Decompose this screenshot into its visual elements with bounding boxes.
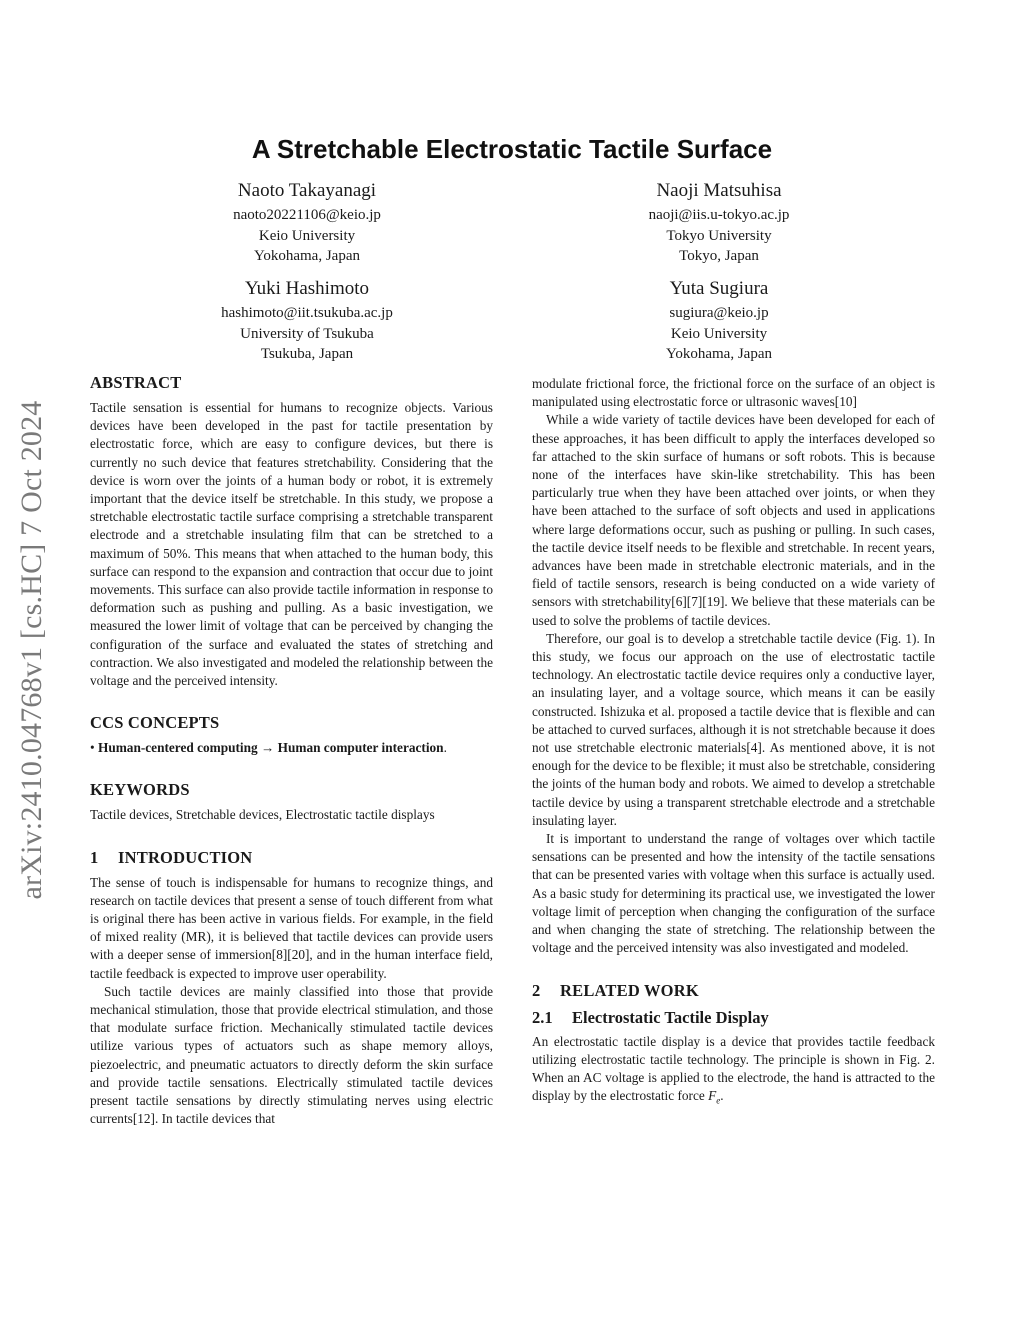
author-name: Naoji Matsuhisa <box>656 180 782 201</box>
intro-paragraph-3: While a wide variety of tactile devices have been developed for each of these approaches, it has been difficult to apply the interfaces developed so far attached to the skin surface of humans or soft robots. This is because none of the interfaces have skin-like stretchability. This has been particularly true when they have been attached over joints, or when they have been attached to the surface of soft objects and used in applications where large deformations occur, such as pushing or pulling. In such cases, the tactile device itself needs to be flexible and stretchable. In recent years, advances have been made in stretchable electronic materials, and in the field of tactile sensors, research is being conducted on a wide variety of sensors with stretchability[6][7][19]. We believe that these materials can be used to solve the problems of tactile devices. <box>532 412 935 628</box>
author-block-3 <box>147 278 467 365</box>
author-email[interactable]: naoto20221106@keio.jp <box>233 207 381 223</box>
sentence-end: . <box>720 1088 724 1104</box>
ccs-arrow: → <box>261 740 275 756</box>
ccs-heading: CCS CONCEPTS <box>90 713 220 733</box>
author-location: Yokohama, Japan <box>254 248 360 264</box>
author-block-1 <box>147 180 467 267</box>
right-column <box>532 375 935 1110</box>
author-email[interactable]: hashimoto@iit.tsukuba.ac.jp <box>221 305 393 321</box>
intro-paragraph-5: It is important to understand the range of voltages over which tactile sensations can be presented and how the intensity of the tactile sensations that can be presented varies with voltage when this surface is actually used. As a basic study for determining its practical use, we investigated the lower voltage limit of perception when changing the configuration of the surface and when changing the state of stretching. The relationship between the voltage and the perceived intensity was also investigated and modeled. <box>532 831 935 956</box>
ccs-concepts <box>90 739 493 757</box>
related-work-paragraph <box>532 1033 935 1110</box>
author-location: Tsukuba, Japan <box>260 346 354 362</box>
author-block-2 <box>559 180 879 267</box>
author-affiliation: University of Tsukuba <box>240 325 374 342</box>
force-symbol: F <box>708 1088 717 1104</box>
author-location: Yokohama, Japan <box>666 346 772 362</box>
subsection-heading <box>532 1007 935 1029</box>
related-work-heading <box>532 980 935 1002</box>
intro-paragraph-2-continued: modulate frictional force, the frictional force on the surface of an object is manipulated using electrostatic force or ultrasonic waves[10] <box>532 376 935 410</box>
arxiv-identifier <box>8 370 56 930</box>
author-email[interactable]: naoji@iis.u-tokyo.ac.jp <box>648 207 790 223</box>
author-name: Yuta Sugiura <box>669 278 769 299</box>
paper-title: A Stretchable Electrostatic Tactile Surface <box>251 134 773 164</box>
author-affiliation: Keio University <box>258 227 356 244</box>
keywords-text: Tactile devices, Stretchable devices, Electrostatic tactile displays <box>90 807 435 823</box>
author-affiliation: Keio University <box>670 325 768 342</box>
section-title: RELATED WORK <box>560 980 699 1000</box>
ccs-bullet: • <box>90 740 95 756</box>
introduction-heading <box>90 847 493 869</box>
ccs-subconcept: Human computer interaction <box>277 740 444 756</box>
keywords-heading: KEYWORDS <box>90 780 190 800</box>
left-column <box>90 372 493 1129</box>
subsection-title: Electrostatic Tactile Display <box>572 1007 769 1027</box>
subsection-number: 2.1 <box>532 1007 553 1027</box>
author-email[interactable]: sugiura@keio.jp <box>669 305 769 321</box>
author-name: Naoto Takayanagi <box>237 180 377 201</box>
abstract-heading: ABSTRACT <box>90 373 182 392</box>
related-work-text: An electrostatic tactile display is a device that provides tactile feedback utilizing electrostatic tactile technology. The principle is shown in Fig. 2. When an AC voltage is applied to the electrode, the hand is attracted to the display by the electrostatic force <box>532 1033 935 1104</box>
abstract-text: Tactile sensation is essential for humans to recognize objects. Various devices have been developed in the past for tactile presentation by electrostatic force, which are easy to configure devices, but there is currently no such device that features stretchability. Considering that the device is worn over the joints of a human body or robot, it is extremely important that the device itself be stretchable. In this study, we propose a stretchable electrostatic tactile surface comprising a stretchable transparent electrode and a stretchable insulating film that can be stretched to a maximum of 50%. This means that when attached to the human body, this surface can respond to the expansion and contraction that occur due to joint movements. This surface can also provide tactile information in response to deformation such as pushing and pulling. As a basic investigation, we measured the lower limit of voltage that can be perceived by changing the configuration of the surface and evaluated the states of stretching and contraction. We also investigated and modeled the relationship between the voltage and the perceived intensity. <box>90 400 493 689</box>
intro-paragraph-1: The sense of touch is indispensable for humans to recognize things, and research on tactile devices that present a sense of touch different from what is original there has been active in various fields. For example, in the field of mixed reality (MR), it is believed that tactile devices can provide users with a deeper sense of immersion[8][20], and in the human interface field, tactile feedback is expected to improve user operability. <box>90 874 493 981</box>
ccs-period: . <box>443 740 447 756</box>
author-affiliation: Tokyo University <box>666 227 772 244</box>
intro-paragraph-4: Therefore, our goal is to develop a stretchable tactile device (Fig. 1). In this study, we focus our approach on the use of electrostatic tactile technology. An electrostatic tactile device requires only a conductive layer, an insulating layer, and a voltage source, which means it can be easily constructed. Ishizuka et al. proposed a tactile device that is flexible and can be attached to curved surfaces, although it is not stretchable because it does not use stretchable electronic materials[4]. As mentioned above, it is not enough for the device to be flexible; it must also be stretchable, considering the joints of the human body and robots. We aimed to develop a stretchable tactile device by using a transparent stretchable electrode and a stretchable insulating layer. <box>532 630 935 828</box>
author-name: Yuki Hashimoto <box>244 278 370 299</box>
ccs-concept: Human-centered computing <box>97 740 258 756</box>
author-location: Tokyo, Japan <box>679 248 759 264</box>
section-number: 1 <box>90 847 99 867</box>
arxiv-identifier-text: arXiv:2410.04768v1 [cs.HC] 7 Oct 2024 <box>15 400 48 900</box>
section-title: INTRODUCTION <box>118 847 253 867</box>
author-block-4 <box>559 278 879 365</box>
section-number: 2 <box>532 980 541 1000</box>
intro-paragraph-2: Such tactile devices are mainly classified into those that provide mechanical stimulation, those that provide electrical stimulation, and those that modulate surface friction. Mechanically stimulated tactile devices utilize various types of actuators such as shape memory alloys, piezoelectric, and pneumatic actuators to directly deform the skin surface and provide tactile sensations. Electrically stimulated tactile devices present tactile sensations by directly stimulating nerves using electric currents[12]. In tactile devices that <box>90 983 493 1127</box>
force-subscript: e <box>716 1095 721 1106</box>
